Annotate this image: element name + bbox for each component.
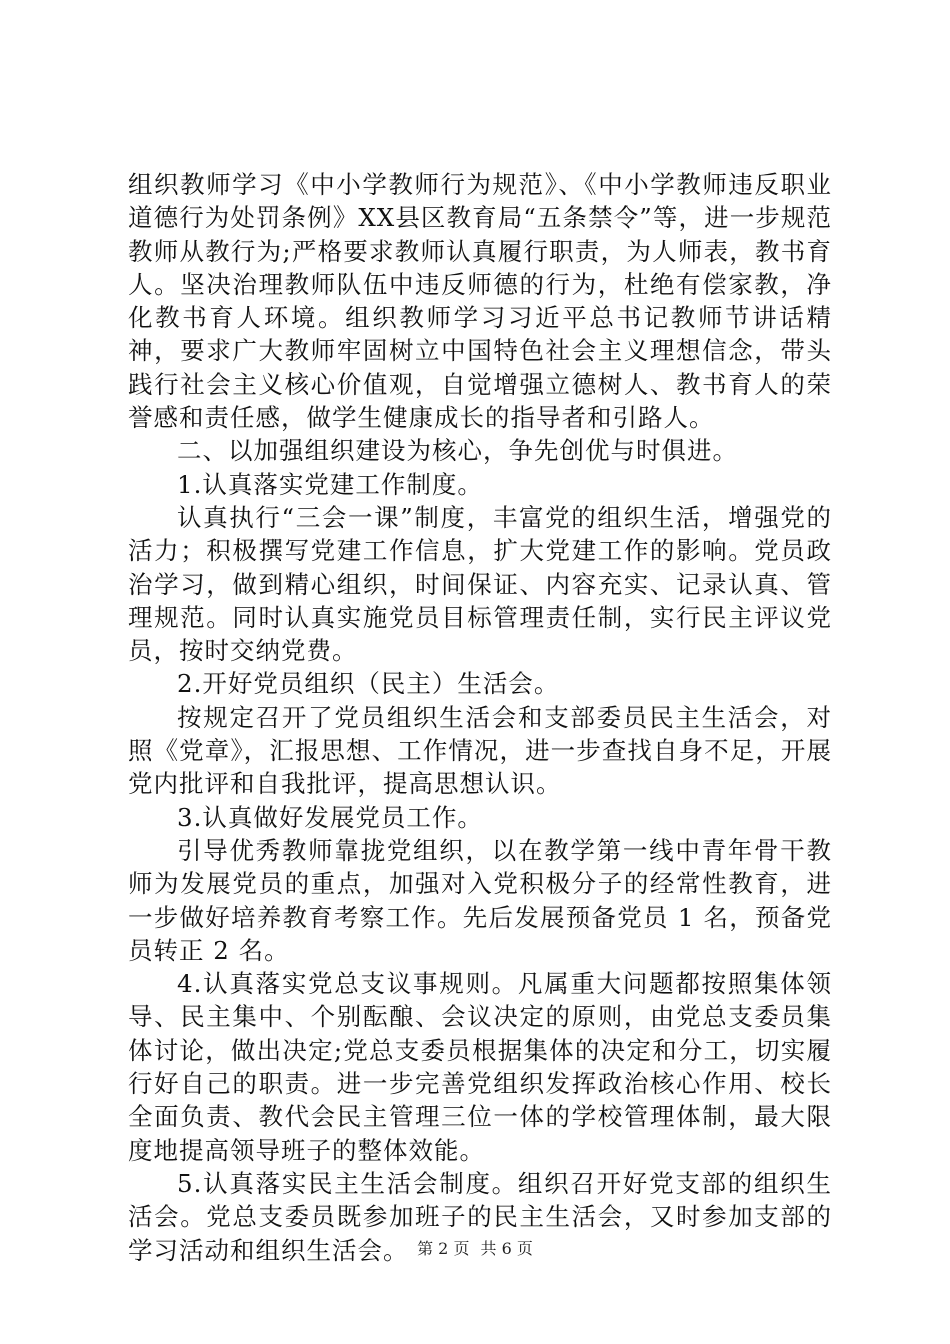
paragraph-teacher-ethics: 组织教师学习《中小学教师行为规范》、《中小学教师违反职业道德行为处罚条例》XX县区教育局“五条禁令”等，进一步规范教师从教行为;严格要求教师认真履行职责，为人师表，教书育人。坚决治理教师队伍中违反师德的行为，杜绝有偿家教，净化教书育人环境。组织教师学习习近平总书记教师节讲话精神，要求广大教师牢固树立中国特色社会主义理想信念，带头践行社会主义核心价值观，自觉增强立德树人、教书育人的荣誉感和责任感，做学生健康成长的指导者和引路人。 [128,170,832,433]
paragraph-member-development: 引导优秀教师靠拢党组织，以在教学第一线中青年骨干教师为发展党员的重点，加强对入党积极分子的经常性教育，进一步做好培养教育考察工作。先后发展预备党员 1 名，预备党员转正 2 名。 [128,835,832,965]
paragraph-democratic-life: 5.认真落实民主生活会制度。组织召开好党支部的组织生活会。党总支委员既参加班子的民主生活会，又时参加支部的学习活动和组织生活会。 [128,1168,832,1265]
page-total: 共 6 页 [480,1239,533,1258]
paragraph-party-system: 认真执行“三会一课”制度，丰富党的组织生活，增强党的活力；积极撰写党建工作信息，扩大党建工作的影响。党员政治学习，做到精心组织，时间保证、内容充实、记录认真、管理规范。同时认真实施党员目标管理责任制，实行民主评议党员，按时交纳党费。 [128,502,832,666]
page-number: 第 2 页 [417,1239,470,1258]
document-body [128,168,832,1267]
subheading-party-system: 1.认真落实党建工作制度。 [177,469,483,499]
paragraph-life-meeting: 按规定召开了党员组织生活会和支部委员民主生活会，对照《党章》，汇报思想、工作情况，进一步查找自身不足，开展党内批评和自我批评，提高思想认识。 [128,702,832,799]
section-heading-organization: 二、以加强组织建设为核心，争先创优与时俱进。 [177,436,738,466]
subheading-member-development: 3.认真做好发展党员工作。 [177,802,483,832]
paragraph-rules-of-procedure: 4.认真落实党总支议事规则。凡属重大问题都按照集体领导、民主集中、个别酝酿、会议决定的原则，由党总支委员集体讨论，做出决定;党总支委员根据集体的决定和分工，切实履行好自己的职责。进一步完善党组织发挥政治核心作用、校长全面负责、教代会民主管理三位一体的学校管理体制，最大限度地提高领导班子的整体效能。 [128,969,832,1165]
page-footer [0,1238,950,1260]
subheading-life-meeting: 2.开好党员组织（民主）生活会。 [177,669,560,699]
